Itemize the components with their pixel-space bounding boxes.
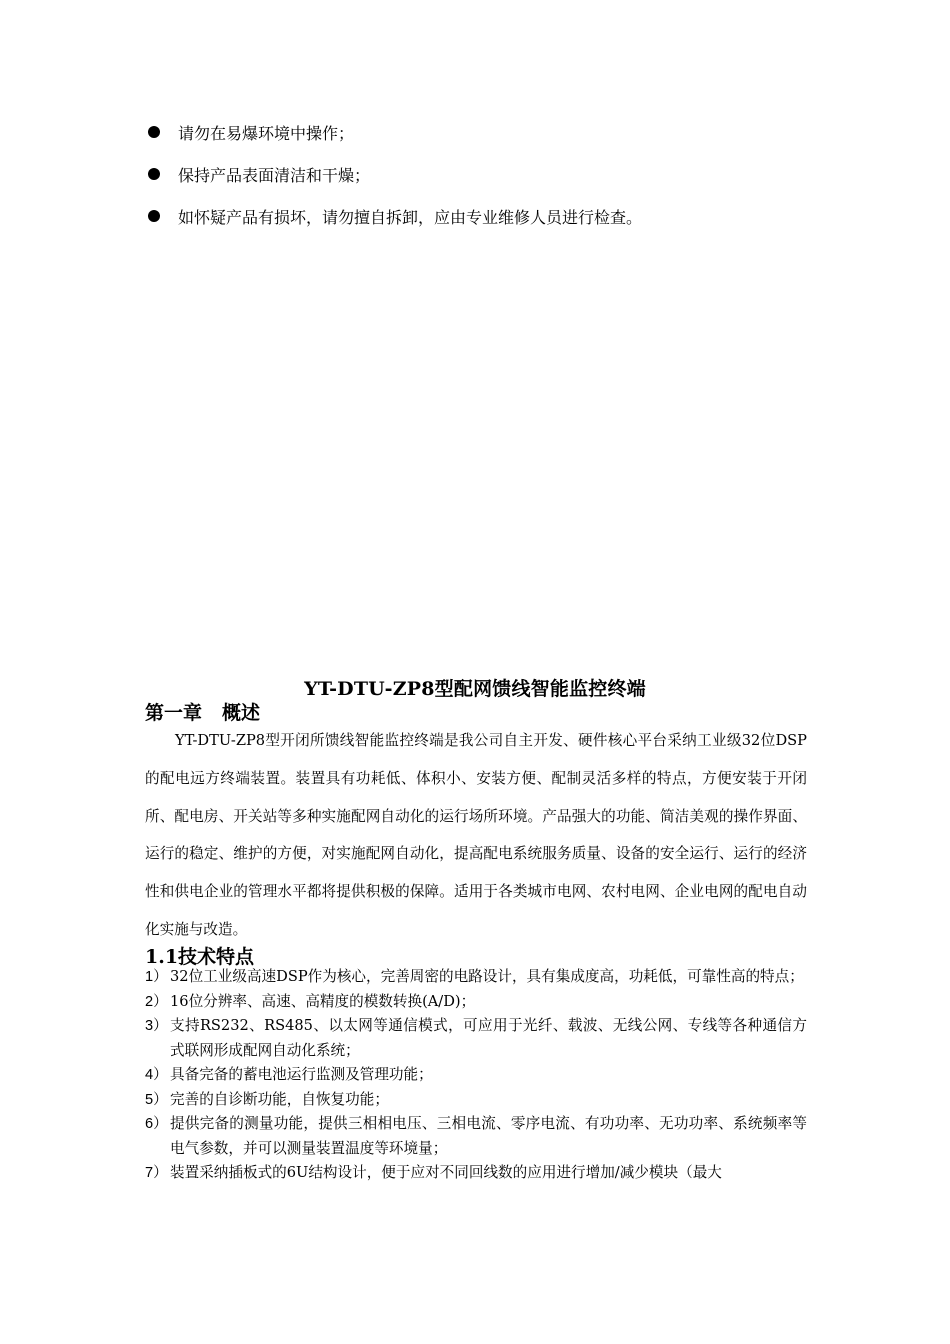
bullet-text: 请勿在易爆环境中操作； <box>178 123 355 143</box>
chapter-number: 第一章 <box>145 702 203 724</box>
intro-paragraph: YT-DTU-ZP8型开闭所馈线智能监控终端是我公司自主开发、硬件核心平台采纳工业级32位DSP的配电远方终端装置。装置具有功耗低、体积小、安装方便、配制灵活多样的特点，方便安装于开闭所、配电房、开关站等多种实施配网自动化的运行场所环境。产品强大的功能、简洁美观的操作界面、运行的稳定、维护的方便，对实施配网自动化，提高配电系统服务质量、设备的安全运行、运行的经济性和供电企业的管理水平都将提供积极的保障。适用于各类城市电网、农村电网、企业电网的配电自动化实施与改造。 <box>145 732 807 938</box>
item-number: 5） <box>145 1091 168 1108</box>
document-title: YT-DTU-ZP8型配网馈线智能监控终端 <box>304 678 646 700</box>
list-item <box>145 965 807 990</box>
feature-list <box>145 965 807 1186</box>
item-text: 提供完备的测量功能，提供三相相电压、三相电流、零序电流、有功功率、无功功率、系统频率等电气参数，并可以测量装置温度等环境量； <box>170 1115 807 1157</box>
list-item <box>145 1088 807 1113</box>
chapter-name: 概述 <box>222 702 261 724</box>
bullet-dot-icon <box>148 168 160 180</box>
bullet-text: 保持产品表面清洁和干燥； <box>178 165 371 185</box>
list-item <box>145 1014 807 1063</box>
item-text: 具备完备的蓄电池运行监测及管理功能； <box>170 1066 433 1083</box>
bullet-text: 如怀疑产品有损坏，请勿擅自拆卸，应由专业维修人员进行检查。 <box>178 207 643 227</box>
intro-section <box>145 722 807 949</box>
list-item <box>145 1161 807 1186</box>
bullet-dot-icon <box>148 210 160 222</box>
item-text: 完善的自诊断功能，自恢复功能； <box>170 1090 389 1108</box>
item-text: 装置采纳插板式的6U结构设计，便于应对不同回线数的应用进行增加/减少模块（最大 <box>170 1164 722 1181</box>
item-number: 4） <box>145 1067 168 1083</box>
bullet-item <box>145 122 825 142</box>
item-text: 16位分辨率、高速、高精度的模数转换(A/D)； <box>170 992 476 1010</box>
item-text: 支持RS232、RS485、以太网等通信模式，可应用于光纤、载波、无线公网、专线等各种通信方式联网形成配网自动化系统； <box>170 1017 807 1059</box>
bullet-dot-icon <box>148 126 160 138</box>
list-item <box>145 990 807 1015</box>
safety-bullet-list <box>145 122 825 248</box>
section-heading: 1.1技术特点 <box>145 946 255 968</box>
item-text: 32位工业级高速DSP作为核心，完善周密的电路设计，具有集成度高，功耗低，可靠性高的特点； <box>170 968 804 985</box>
item-number: 1） <box>145 969 168 985</box>
chapter-heading <box>145 698 260 725</box>
item-number: 3） <box>145 1018 168 1034</box>
item-number: 6） <box>145 1116 168 1132</box>
bullet-item <box>145 206 825 226</box>
bullet-item <box>145 164 825 184</box>
list-item <box>145 1112 807 1161</box>
list-item <box>145 1063 807 1088</box>
item-number: 7） <box>145 1165 168 1181</box>
item-number: 2） <box>145 993 168 1010</box>
